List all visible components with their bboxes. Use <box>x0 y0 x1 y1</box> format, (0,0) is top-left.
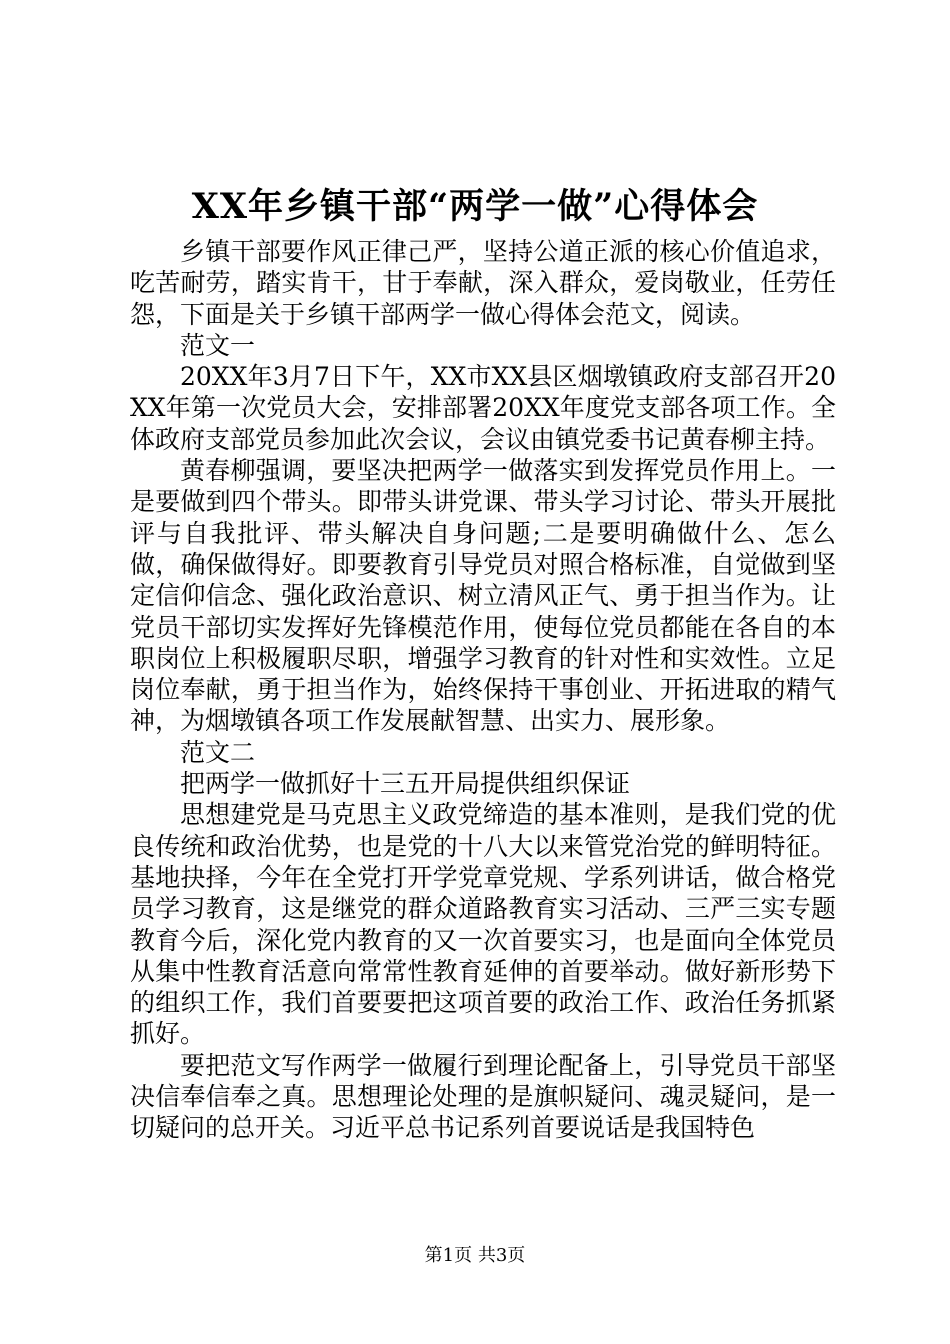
section-subtitle: 把两学一做抓好十三五开局提供组织保证 <box>180 769 631 799</box>
section-heading-sample-2: 范文二 <box>180 737 256 767</box>
paragraph: 20XX年3月7日下午，XX市XX县区烟墩镇政府支部召开20XX年第一次党员大会，安排部署20XX年度党支部各项工作。全体政府支部党员参加此次会议，会议由镇党委书记黄春柳主持。 <box>130 362 836 454</box>
document-title: XX年乡镇干部“两学一做”心得体会 <box>191 186 759 227</box>
paragraph: 思想建党是马克思主义政党缔造的基本准则，是我们党的优良传统和政治优势，也是党的十八大以来管党治党的鲜明特征。基地抉择，今年在全党打开学党章党规、学系列讲话，做合格党员学习教育，这是继党的群众道路教育实习活动、三严三实专题教育今后，深化党内教育的又一次首要实习，也是面向全体党员从集中性教育活意向常常性教育延伸的首要举动。做好新形势下的组织工作，我们首要要把这项首要的政治工作、政治任务抓紧抓好。 <box>130 800 836 1049</box>
section-heading-sample-1: 范文一 <box>180 330 256 360</box>
paragraph-intro: 乡镇干部要作风正律己严，坚持公道正派的核心价值追求，吃苦耐劳，踏实肯干，甘于奉献，深入群众，爱岗敬业，任劳任怨，下面是关于乡镇干部两学一做心得体会范文，阅读。 <box>130 237 836 329</box>
paragraph: 要把范文写作两学一做履行到理论配备上，引导党员干部坚决信奉信奉之真。思想理论处理的是旗帜疑问、魂灵疑问，是一切疑问的总开关。习近平总书记系列首要说话是我国特色 <box>130 1050 836 1143</box>
page-number-footer: 第1页 共3页 <box>424 1245 526 1266</box>
paragraph: 黄春柳强调，要坚决把两学一做落实到发挥党员作用上。一是要做到四个带头。即带头讲党课、带头学习讨论、带头开展批评与自我批评、带头解决自身问题;二是要明确做什么、怎么做，确保做得好。即要教育引导党员对照合格标准，自觉做到坚定信仰信念、强化政治意识、树立清风正气、勇于担当作为。让党员干部切实发挥好先锋模范作用，使每位党员都能在各自的本职岗位上积极履职尽职，增强学习教育的针对性和实效性。立足岗位奉献，勇于担当作为，始终保持干事创业、开拓进取的精气神，为烟墩镇各项工作发展献智慧、出实力、展形象。 <box>130 456 836 736</box>
document-body <box>130 236 836 1144</box>
